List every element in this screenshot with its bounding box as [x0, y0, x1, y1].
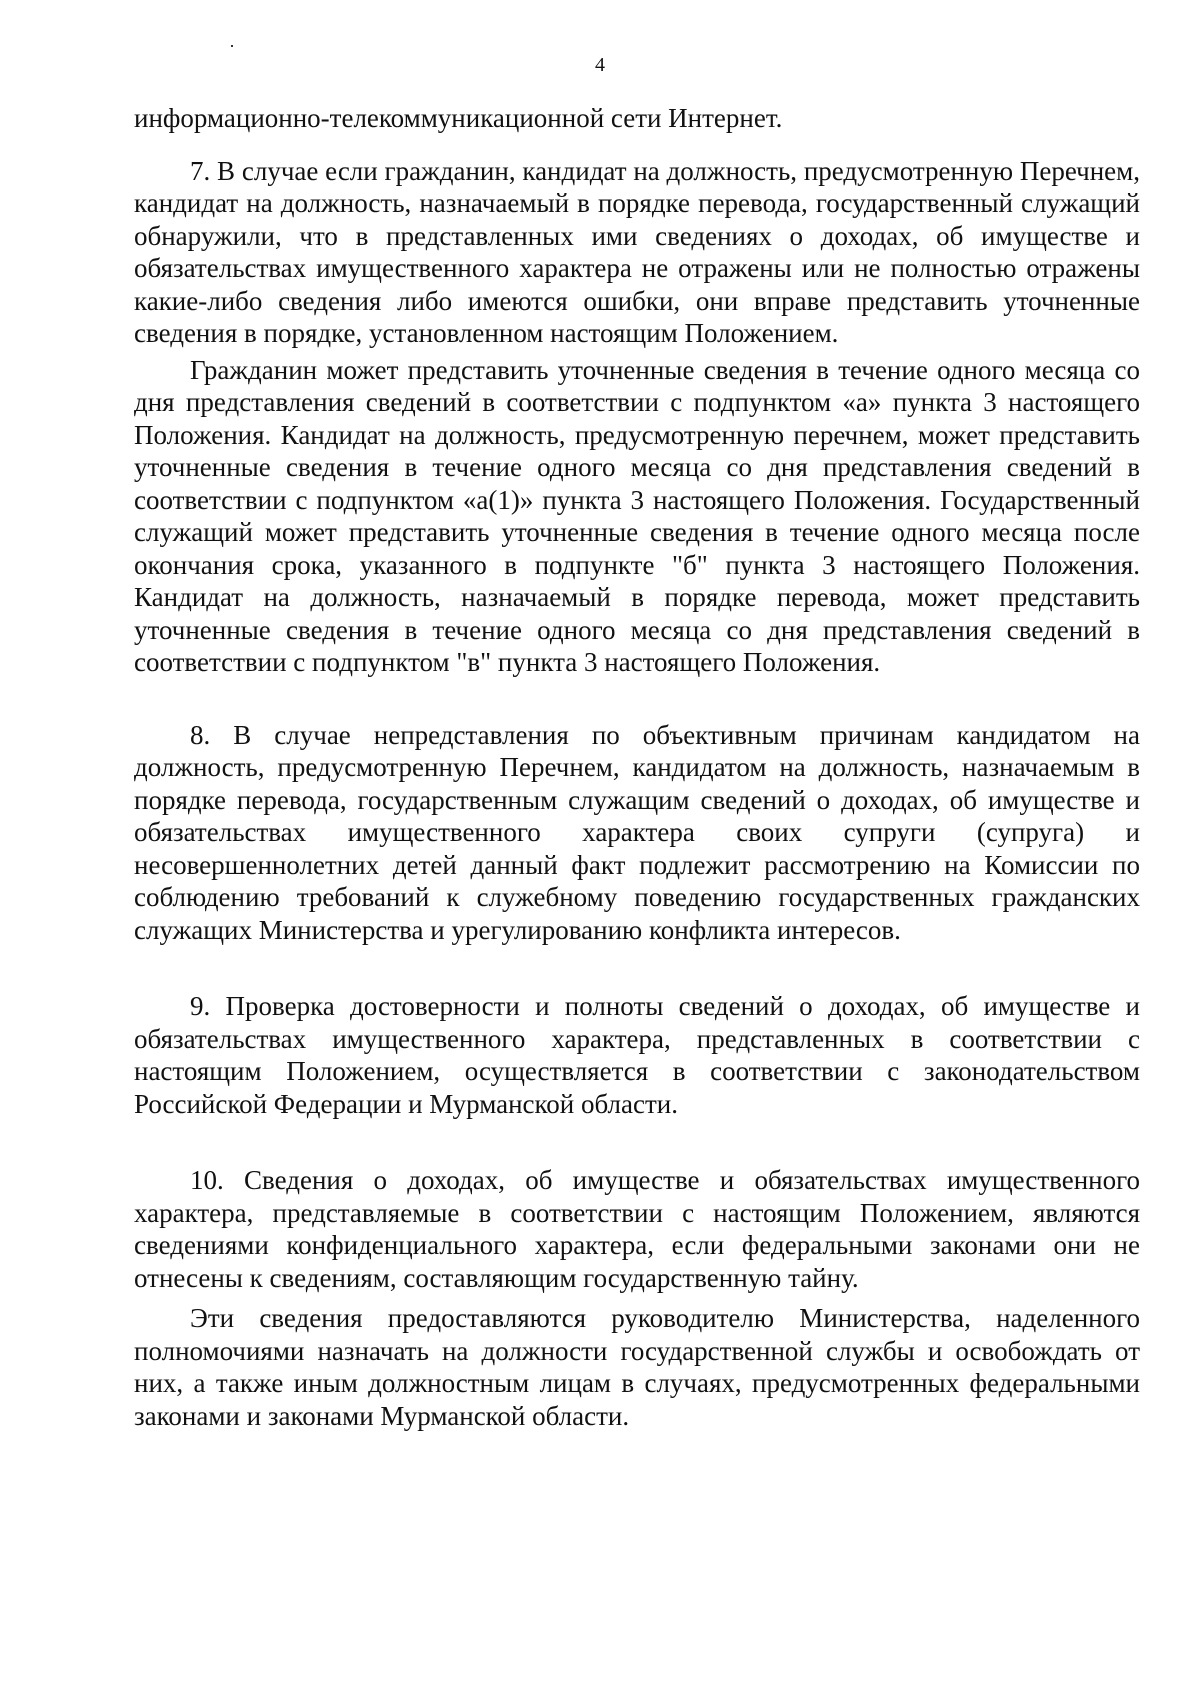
continuation-line: информационно-телекоммуникационной сети Интернет. — [134, 103, 783, 133]
paragraph-7-continued: Гражданин может представить уточненные сведения в течение одного месяца со дня представления сведений в соответствии с подпунктом «а» пункта 3 настоящего Положения. Кандидат на должность, предусмотренную перечнем, может представить уточненные сведения в течение одного месяца со дня представления сведений в соответствии с подпунктом «а(1)» пункта 3 настоящего Положения. Государственный служащий может представить уточненные сведения в течение одного месяца после окончания срока, указанного в подпункте "б" пункта 3 настоящего Положения. Кандидат на должность, назначаемый в порядке перевода, может представить уточненные сведения в течение одного месяца со дня представления сведений в соответствии с подпунктом "в" пункта 3 настоящего Положения. — [134, 354, 1140, 677]
scan-speck — [231, 45, 233, 47]
paragraph-7: 7. В случае если гражданин, кандидат на должность, предусмотренную Перечнем, кандидат на должность, назначаемый в порядке перевода, государственный служащий обнаружили, что в представленных ими сведениях о доходах, об имуществе и обязательствах имущественного характера не отражены или не полностью отражены какие-либо сведения либо имеются ошибки, они вправе представить уточненные сведения в порядке, установленном настоящим Положением. — [134, 155, 1140, 348]
page-number: 4 — [595, 54, 605, 76]
paragraph-8: 8. В случае непредставления по объективным причинам кандидатом на должность, предусмотренную Перечнем, кандидатом на должность, назначаемым в порядке перевода, государственным служащим сведений о доходах, об имуществе и обязательствах имущественного характера своих супруги (супруга) и несовершеннолетних детей данный факт подлежит рассмотрению на Комиссии по соблюдению требований к служебному поведению государственных гражданских служащих Министерства и урегулированию конфликта интересов. — [134, 719, 1140, 945]
paragraph-9: 9. Проверка достоверности и полноты сведений о доходах, об имуществе и обязательствах имущественного характера, представленных в соответствии с настоящим Положением, осуществляется в соответствии с законодательством Российской Федерации и Мурманской области. — [134, 991, 1140, 1119]
document-body — [134, 102, 1140, 1432]
paragraph-10: 10. Сведения о доходах, об имуществе и обязательствах имущественного характера, представляемые в соответствии с настоящим Положением, являются сведениями конфиденциального характера, если федеральными законами они не отнесены к сведениям, составляющим государственную тайну. — [134, 1165, 1140, 1293]
paragraph-10-continued: Эти сведения предоставляются руководителю Министерства, наделенного полномочиями назначать на должности государственной службы и освобождать от них, а также иным должностным лицам в случаях, предусмотренных федеральными законами и законами Мурманской области. — [134, 1303, 1140, 1431]
